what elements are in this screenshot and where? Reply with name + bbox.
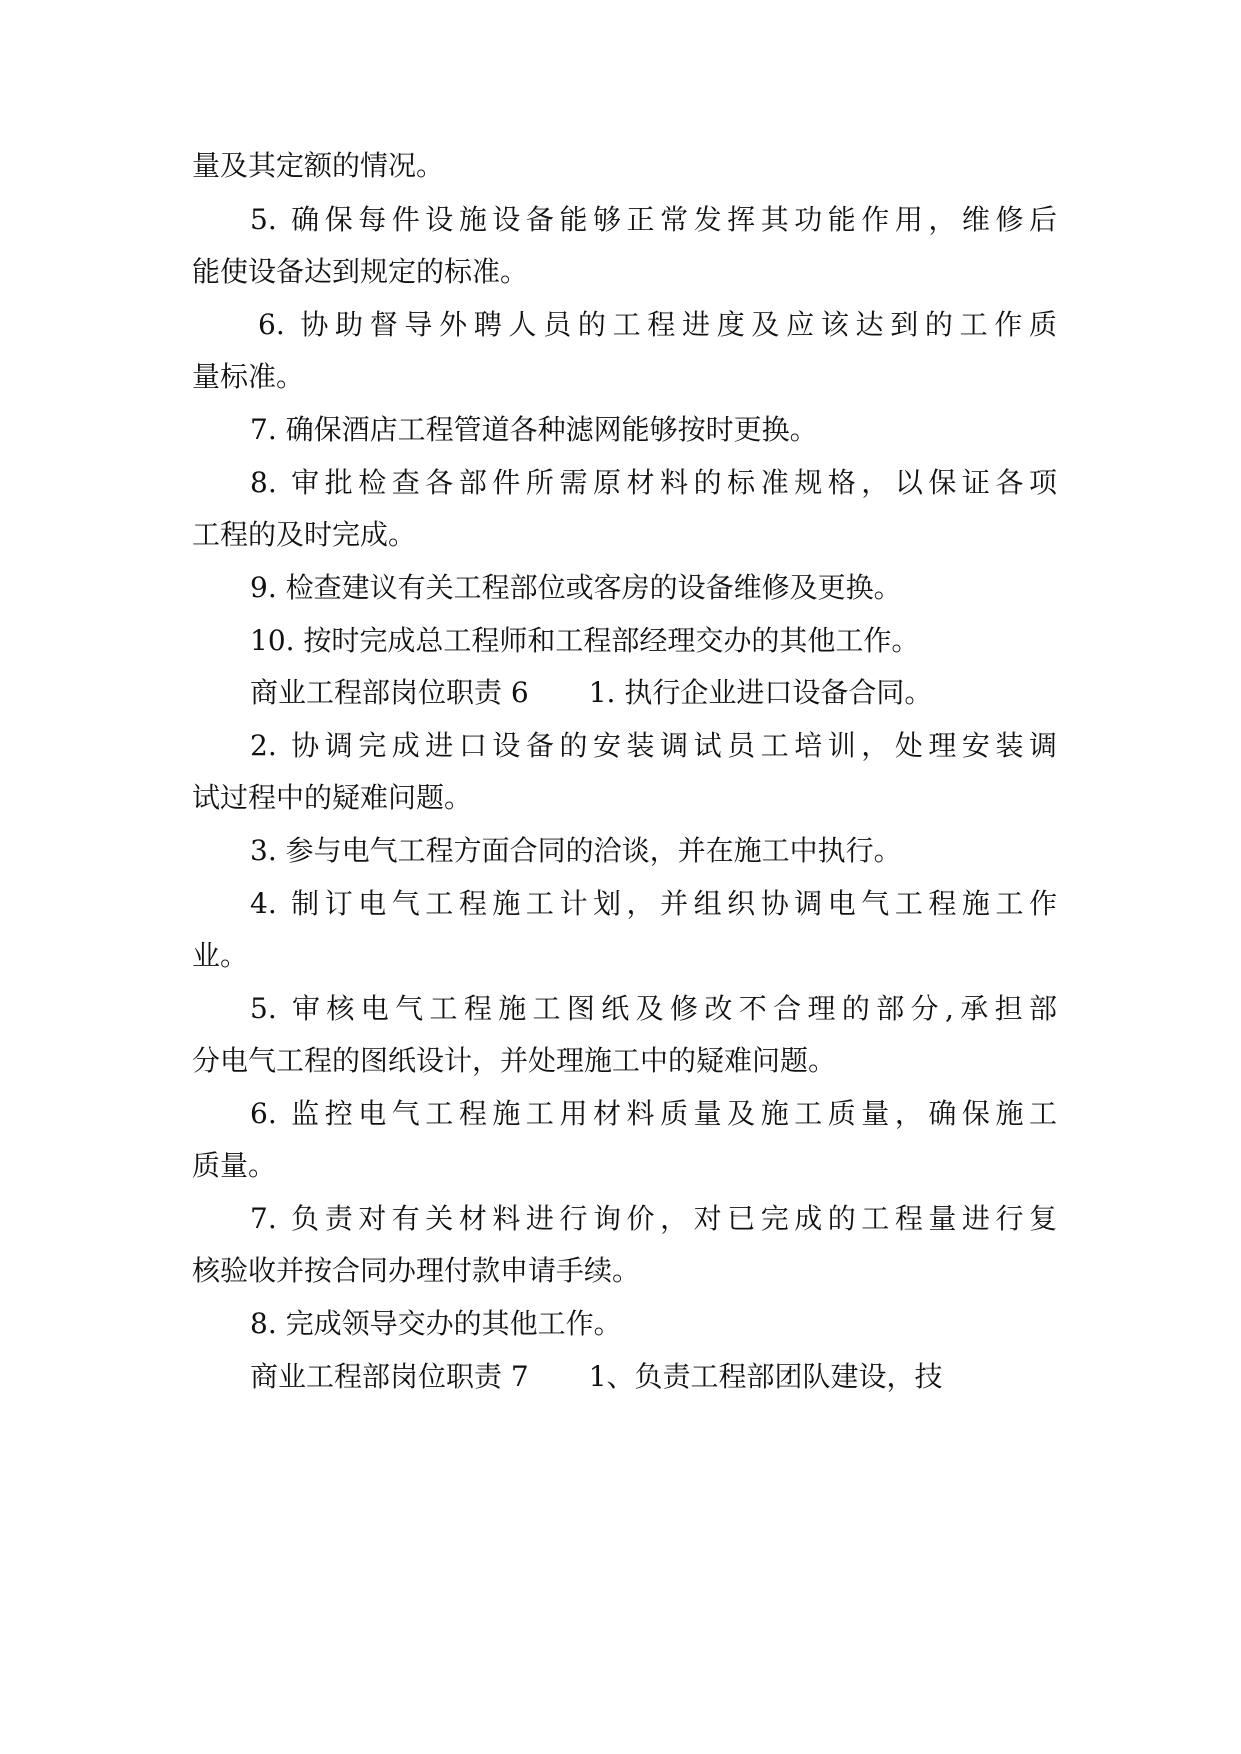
section-first-item: 1. 执行企业进口设备合同。	[588, 676, 933, 709]
section-heading: 商业工程部岗位职责 7	[250, 1360, 529, 1393]
section-heading: 商业工程部岗位职责 6	[250, 676, 529, 709]
text-line: 8. 审批检查各部件所需原材料的标准规格，以保证各项	[250, 466, 1057, 499]
text-line: 5. 确保每件设施设备能够正常发挥其功能作用，维修后	[250, 203, 1057, 236]
text-line: 试过程中的疑难问题。	[192, 781, 473, 814]
text-line: 量标准。	[192, 360, 305, 393]
text-line: 7. 负责对有关材料进行询价，对已完成的工程量进行复	[250, 1202, 1057, 1235]
text-line: 5. 审核电气工程施工图纸及修改不合理的部分,承担部	[250, 992, 1057, 1025]
text-line: 量及其定额的情况。	[192, 149, 445, 182]
text-line: 8. 完成领导交办的其他工作。	[250, 1307, 622, 1340]
text-line: 10. 按时完成总工程师和工程部经理交办的其他工作。	[250, 624, 920, 657]
text-line: 业。	[192, 939, 249, 972]
section-heading-line	[250, 673, 1057, 713]
text-line: 质量。	[192, 1149, 277, 1182]
text-line: 3. 参与电气工程方面合同的洽谈，并在施工中执行。	[250, 834, 902, 867]
text-line: 核验收并按合同办理付款申请手续。	[192, 1254, 641, 1287]
text-line: 分电气工程的图纸设计，并处理施工中的疑难问题。	[192, 1044, 837, 1077]
text-line: 6. 协助督导外聘人员的工程进度及应该达到的工作质	[258, 308, 1057, 341]
section-first-item: 1、负责工程部团队建设，技	[588, 1360, 943, 1393]
text-line: 6. 监控电气工程施工用材料质量及施工质量，确保施工	[250, 1097, 1057, 1130]
text-line: 能使设备达到规定的标准。	[192, 255, 529, 288]
text-line: 4. 制订电气工程施工计划，并组织协调电气工程施工作	[250, 887, 1057, 920]
section-heading-line	[250, 1357, 1057, 1397]
text-line: 2. 协调完成进口设备的安装调试员工培训，处理安装调	[250, 729, 1057, 762]
text-line: 7. 确保酒店工程管道各种滤网能够按时更换。	[250, 413, 818, 446]
text-line: 工程的及时完成。	[192, 518, 417, 551]
text-line: 9. 检查建议有关工程部位或客房的设备维修及更换。	[250, 571, 902, 604]
